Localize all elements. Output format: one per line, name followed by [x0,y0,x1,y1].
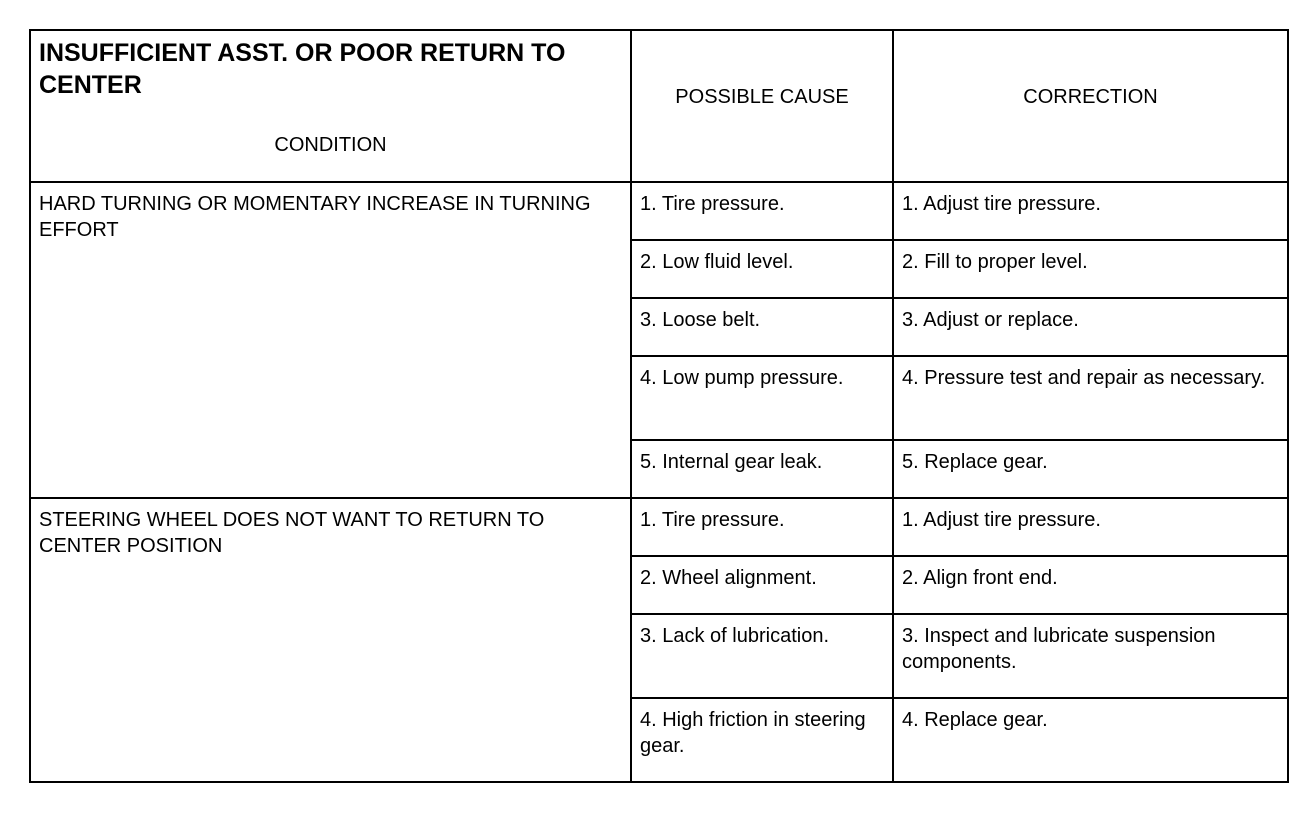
cause-cell [631,556,893,614]
cause-text: 5. Internal gear leak. [640,451,823,473]
cause-cell [631,356,893,440]
correction-text: 4. Replace gear. [902,709,1048,731]
cause-cell [631,240,893,298]
column-header-correction: CORRECTION [1023,86,1158,108]
cause-text: 4. High friction in steering gear. [640,709,866,757]
cause-text: 1. Tire pressure. [640,509,785,531]
correction-text: 4. Pressure test and repair as necessary. [902,367,1266,389]
cause-text: 3. Loose belt. [640,309,761,331]
correction-cell [893,240,1288,298]
table-row [30,498,1288,556]
correction-cell [893,298,1288,356]
cause-cell [631,298,893,356]
header-condition-cell [30,30,631,182]
correction-text: 1. Adjust tire pressure. [902,193,1101,215]
correction-text: 3. Adjust or replace. [902,309,1079,331]
condition-text: STEERING WHEEL DOES NOT WANT TO RETURN TO CENTER POSITION [39,509,545,557]
correction-text: 5. Replace gear. [902,451,1048,473]
cause-text: 3. Lack of lubrication. [640,625,829,647]
correction-cell [893,356,1288,440]
cause-cell [631,698,893,782]
cause-text: 1. Tire pressure. [640,193,785,215]
correction-cell [893,556,1288,614]
correction-text: 1. Adjust tire pressure. [902,509,1101,531]
header-correction-cell [893,30,1288,182]
correction-cell [893,182,1288,240]
column-header-possible-cause: POSSIBLE CAUSE [675,86,849,108]
diagnosis-table [29,29,1289,783]
header-cause-cell [631,30,893,182]
cause-cell [631,182,893,240]
correction-cell [893,698,1288,782]
condition-cell [30,498,631,782]
correction-cell [893,498,1288,556]
cause-cell [631,498,893,556]
condition-text: HARD TURNING OR MOMENTARY INCREASE IN TURNING EFFORT [39,193,591,241]
table-title: INSUFFICIENT ASST. OR POOR RETURN TO CENTER [39,39,566,99]
cause-text: 4. Low pump pressure. [640,367,844,389]
correction-cell [893,440,1288,498]
correction-text: 3. Inspect and lubricate suspension components. [902,625,1216,673]
correction-text: 2. Fill to proper level. [902,251,1088,273]
cause-cell [631,440,893,498]
cause-cell [631,614,893,698]
condition-cell [30,182,631,498]
cause-text: 2. Low fluid level. [640,251,794,273]
correction-text: 2. Align front end. [902,567,1058,589]
column-header-condition: CONDITION [274,134,387,156]
cause-text: 2. Wheel alignment. [640,567,817,589]
table-row [30,182,1288,240]
table-header-row [30,30,1288,182]
correction-cell [893,614,1288,698]
